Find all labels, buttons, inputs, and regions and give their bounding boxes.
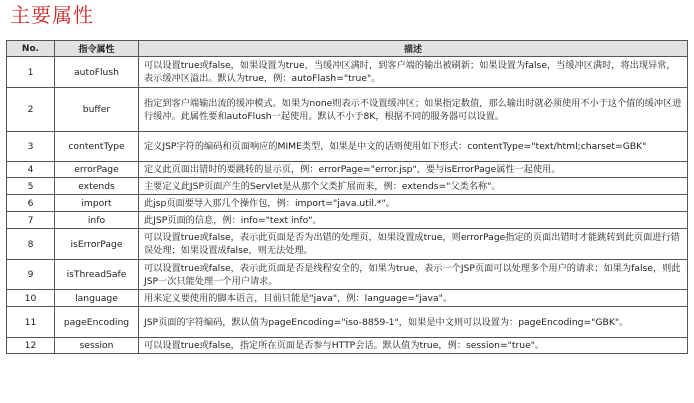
- table-row: [7, 162, 688, 178]
- attribute-description: 用来定义要使用的脚本语言，目前只能是"java"，例：language="java"。: [139, 290, 688, 307]
- row-number: 9: [7, 260, 55, 290]
- table-row: [7, 88, 688, 132]
- attribute-description: 可以设置true或false，表示此页面是否是线程安全的，如果为true，表示一个JSP页面可以处理多个用户的请求；如果为false，则此JSP一次只能处理一个用户请求。: [139, 260, 688, 290]
- attribute-name: info: [55, 212, 139, 229]
- attribute-description: JSP页面的字符编码，默认值为pageEncoding="iso-8859-1"，如果是中文则可以设置为：pageEncoding="GBK"。: [139, 307, 688, 338]
- attribute-name: isErrorPage: [55, 229, 139, 260]
- attribute-description: 定义JSP字符的编码和页面响应的MIME类型，如果是中文的话则使用如下形式：contentType="text/html;charset=GBK": [139, 132, 688, 162]
- attribute-description: 指定到客户端输出流的缓冲模式。如果为none则表示不设置缓冲区；如果指定数值，那么输出时就必须使用不小于这个值的缓冲区进行缓冲。此属性要和autoFlush一起使用。默认不小于8K，根据不同的服务器可以设置。: [139, 88, 688, 132]
- row-number: 3: [7, 132, 55, 162]
- row-number: 10: [7, 290, 55, 307]
- attribute-description: 此jsp页面要导入那几个操作包，例：import="java.util.*"。: [139, 195, 688, 212]
- table-row: [7, 195, 688, 212]
- attribute-name: extends: [55, 178, 139, 195]
- attribute-description: 可以设置true或false，指定所在页面是否参与HTTP会话。默认值为true，例：session="true"。: [139, 338, 688, 354]
- table-row: [7, 307, 688, 338]
- attribute-name: isThreadSafe: [55, 260, 139, 290]
- table-row: [7, 178, 688, 195]
- attribute-name: import: [55, 195, 139, 212]
- table-row: [7, 338, 688, 354]
- table-row: [7, 229, 688, 260]
- row-number: 11: [7, 307, 55, 338]
- attribute-name: language: [55, 290, 139, 307]
- attribute-name: buffer: [55, 88, 139, 132]
- table-row: [7, 57, 688, 88]
- attribute-name: contentType: [55, 132, 139, 162]
- attribute-description: 此JSP页面的信息，例：info="text info"。: [139, 212, 688, 229]
- attribute-description: 定义此页面出错时的要跳转的显示页，例：errorPage="error.jsp"，要与isErrorPage属性一起使用。: [139, 162, 688, 178]
- row-number: 12: [7, 338, 55, 354]
- row-number: 1: [7, 57, 55, 88]
- table-row: [7, 260, 688, 290]
- column-header-attribute: 指令属性: [55, 41, 139, 57]
- row-number: 7: [7, 212, 55, 229]
- attribute-description: 可以设置true或false，表示此页面是否为出错的处理页，如果设置成true，则errorPage指定的页面出错时才能跳转到此页面进行错误处理；如果设置成false，则无法处理。: [139, 229, 688, 260]
- row-number: 2: [7, 88, 55, 132]
- column-header-description: 描述: [139, 41, 688, 57]
- table-row: [7, 290, 688, 307]
- column-header-no: No.: [7, 41, 55, 57]
- attribute-description: 主要定义此JSP页面产生的Servlet是从那个父类扩展而来，例：extends="父类名称"。: [139, 178, 688, 195]
- row-number: 4: [7, 162, 55, 178]
- row-number: 6: [7, 195, 55, 212]
- row-number: 8: [7, 229, 55, 260]
- table-header-row: [7, 41, 688, 57]
- table-row: [7, 212, 688, 229]
- page-title: 主要属性: [10, 3, 94, 27]
- attribute-description: 可以设置true或false，如果设置为true，当缓冲区满时，到客户端的输出被刷新；如果设置为false，当缓冲区满时，将出现异常，表示缓冲区溢出。默认为true，例：autoFlash="true"。: [139, 57, 688, 88]
- attribute-name: autoFlush: [55, 57, 139, 88]
- table-row: [7, 132, 688, 162]
- attribute-name: session: [55, 338, 139, 354]
- row-number: 5: [7, 178, 55, 195]
- attribute-name: errorPage: [55, 162, 139, 178]
- attribute-name: pageEncoding: [55, 307, 139, 338]
- attributes-table: [6, 40, 688, 354]
